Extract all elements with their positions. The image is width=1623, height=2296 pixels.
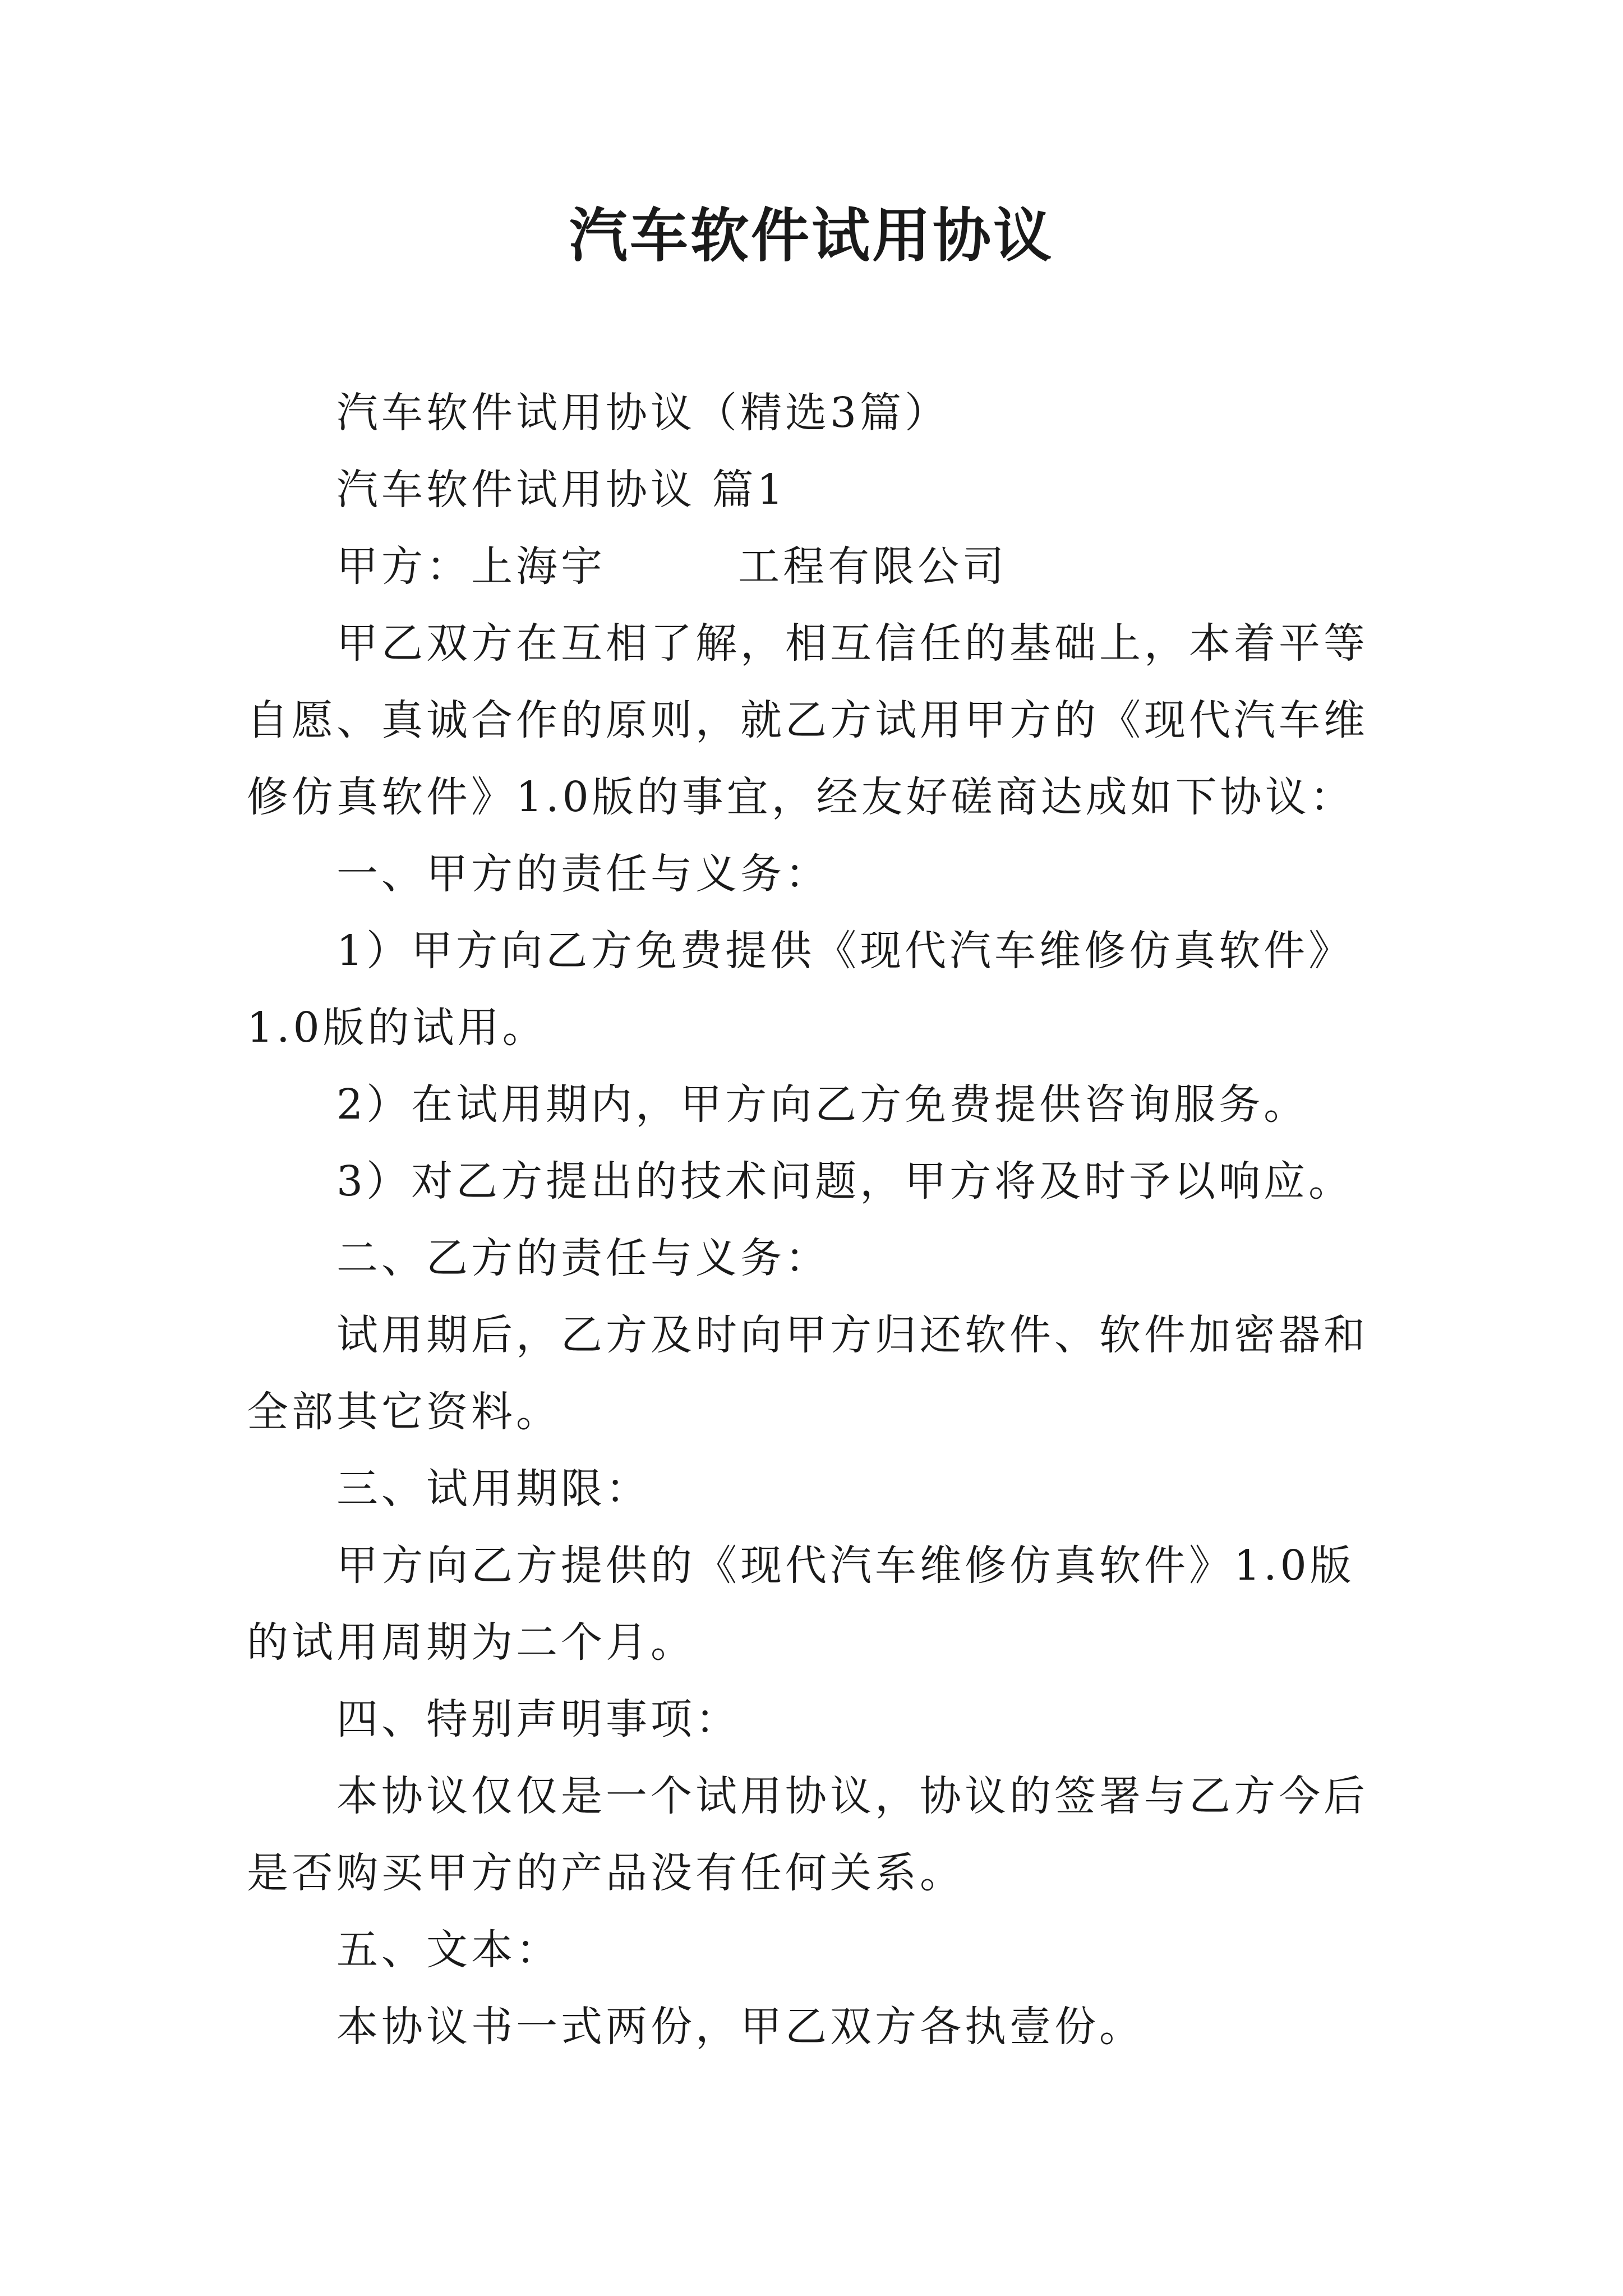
document-title: 汽车软件试用协议: [569, 201, 1054, 270]
paragraph-clause-5-text: 本协议书一式两份，甲乙双方各执壹份。: [336, 2003, 1144, 2051]
paragraph-clause-3-heading: 三、试用期限：: [336, 1465, 651, 1513]
paragraph-clause-3-text: 甲方向乙方提供的《现代汽车维修仿真软件》1.0版的试用周期为二个月。: [247, 1542, 1355, 1667]
paragraph-clause-1-item-2: 2）在试用期内，甲方向乙方免费提供咨询服务。: [336, 1080, 1309, 1129]
paragraph-clause-2-heading: 二、乙方的责任与义务：: [336, 1234, 830, 1282]
paragraph-preamble: 甲乙双方在互相了解，相互信任的基础上，本着平等自愿、真诚合作的原则，就乙方试用甲方的《现代汽车维修仿真软件》1.0版的事宜，经友好磋商达成如下协议：: [247, 619, 1368, 821]
paragraph-subtitle: 汽车软件试用协议（精选3篇）: [336, 389, 950, 437]
paragraph-clause-4-text: 本协议仅仅是一个试用协议，协议的签署与乙方今后是否购买甲方的产品没有任何关系。: [247, 1772, 1368, 1897]
paragraph-clause-1-item-1: 1）甲方向乙方免费提供《现代汽车维修仿真软件》1.0版的试用。: [247, 927, 1354, 1052]
paragraph-clause-1-item-3: 3）对乙方提出的技术问题，甲方将及时予以响应。: [336, 1157, 1354, 1205]
paragraph-clause-1-heading: 一、甲方的责任与义务：: [336, 850, 830, 898]
paragraph-clause-2-text: 试用期后，乙方及时向甲方归还软件、软件加密器和全部其它资料。: [247, 1311, 1368, 1436]
paragraph-clause-5-heading: 五、文本：: [336, 1926, 561, 1974]
paragraph-party-a: 甲方：上海宇 工程有限公司: [336, 542, 1008, 591]
document-body: [247, 375, 1385, 2065]
paragraph-clause-4-heading: 四、特别声明事项：: [336, 1695, 740, 1743]
paragraph-section-heading: 汽车软件试用协议 篇1: [336, 466, 787, 514]
